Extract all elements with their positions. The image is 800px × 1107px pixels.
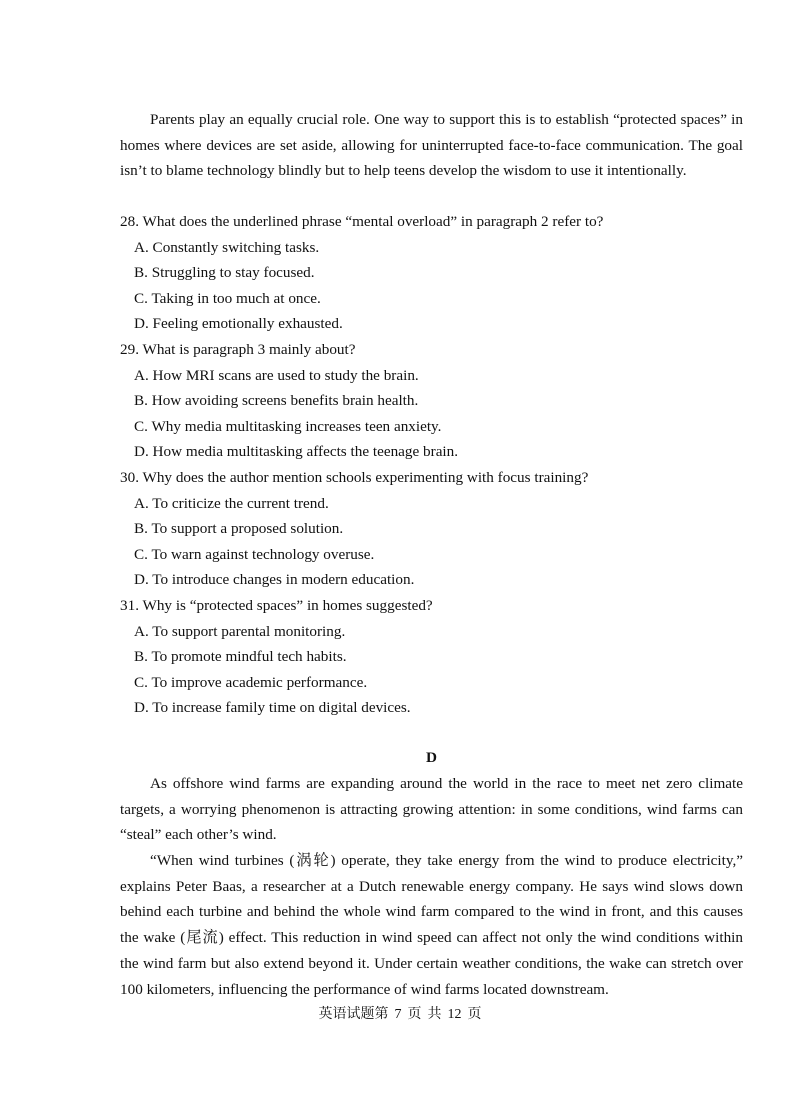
footer-total-unit: 页 [467,1007,482,1022]
question-29-option-c: C. Why media multitasking increases teen anxiety. [134,418,442,435]
question-28-option-c: C. Taking in too much at once. [134,290,321,307]
section-heading-d: D [426,749,437,766]
passage-d-paragraph-2 [120,848,743,1002]
question-31-option-b: B. To promote mindful tech habits. [134,648,347,665]
paragraph-text: “When wind turbines (涡轮) operate, they take energy from the wind to produce electricity,” explains Peter Baas, a researcher at a Dutch renewable energy company. He says wind slows down behind each turbine and behind the whole wind farm compared to the wind in front, and this causes the wake (尾流) effect. This reduction in wind speed can affect not only the wind conditions within the wind farm but also extend beyond it. Under certain weather conditions, the wake can stretch over 100 kilometers, influencing the performance of wind farms located downstream. [120,852,743,998]
passage-d-paragraph-1 [120,771,743,848]
paragraph-text: As offshore wind farms are expanding around the world in the race to meet net zero climate targets, a worrying phenomenon is attracting growing attention: in some conditions, wind farms can “steal” each other’s wind. [120,775,743,844]
question-30-option-b: B. To support a proposed solution. [134,520,344,537]
question-30-option-c: C. To warn against technology overuse. [134,546,375,563]
question-28-option-a: A. Constantly switching tasks. [134,239,320,256]
question-29-option-a: A. How MRI scans are used to study the brain. [134,367,419,384]
question-31-option-c: C. To improve academic performance. [134,674,368,691]
question-29-option-d: D. How media multitasking affects the teenage brain. [134,443,459,460]
question-28-option-b: B. Struggling to stay focused. [134,264,315,281]
question-31-option-a: A. To support parental monitoring. [134,623,346,640]
question-31-stem: 31. Why is “protected spaces” in homes suggested? [120,597,433,614]
footer-page-number: 7 [394,1007,402,1022]
question-30-option-d: D. To introduce changes in modern education. [134,571,415,588]
question-29-option-b: B. How avoiding screens benefits brain health. [134,392,419,409]
paragraph-text: Parents play an equally crucial role. One way to support this is to establish “protected spaces” in homes where devices are set aside, allowing for uninterrupted face-to-face communication. The goal isn’t to blame technology blindly but to help teens develop the wisdom to use it intentionally. [120,111,743,180]
question-30-option-a: A. To criticize the current trend. [134,495,329,512]
footer-prefix: 英语试题第 [318,1007,389,1022]
page-footer [0,1005,800,1025]
question-30-stem: 30. Why does the author mention schools experimenting with focus training? [120,469,589,486]
footer-total-label: 共 [427,1007,442,1022]
passage-c-final-paragraph [120,107,743,184]
question-28-option-d: D. Feeling emotionally exhausted. [134,315,343,332]
footer-total-pages: 12 [447,1007,462,1022]
footer-page-unit: 页 [407,1007,422,1022]
question-28-stem: 28. What does the underlined phrase “mental overload” in paragraph 2 refer to? [120,213,604,230]
question-31-option-d: D. To increase family time on digital devices. [134,699,411,716]
question-29-stem: 29. What is paragraph 3 mainly about? [120,341,356,358]
